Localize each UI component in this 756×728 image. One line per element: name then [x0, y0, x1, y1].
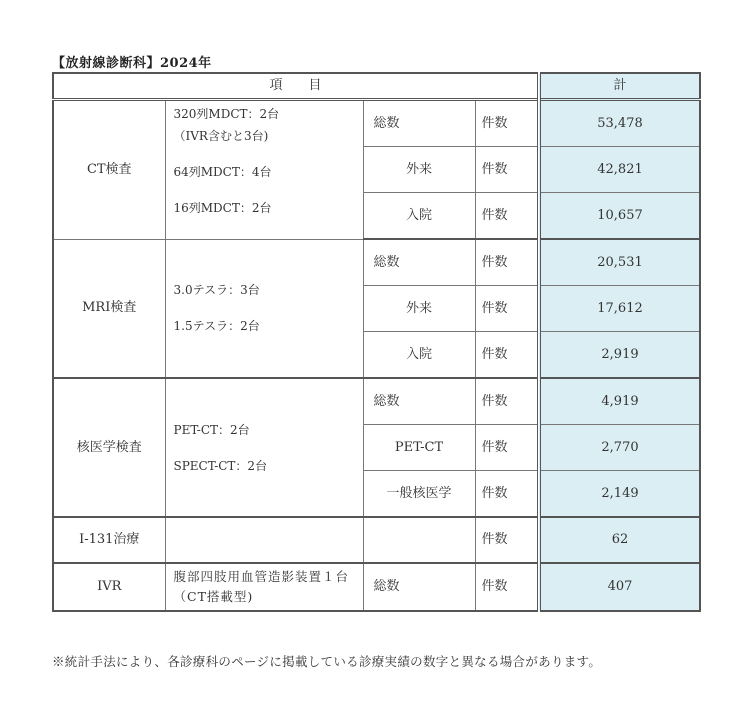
equipment-line: SPECT-CT：2台: [173, 458, 268, 473]
statistics-table: [52, 72, 701, 612]
footnote: ※統計手法により、各診療科のページに掲載している診療実績の数字と異なる場合があります。: [52, 654, 602, 669]
section-name-ivr: IVR: [53, 563, 165, 611]
row-label: 総数: [363, 100, 475, 147]
equipment-line: 3.0テスラ：3台: [173, 283, 260, 298]
section-name-i131: I-131治療: [53, 517, 165, 563]
section-name-ct: CT検査: [53, 100, 165, 240]
row-unit: 件数: [475, 332, 539, 379]
table-row: [53, 563, 700, 611]
row-label: 総数: [363, 378, 475, 425]
row-unit: 件数: [475, 563, 539, 611]
row-total: 2,149: [539, 471, 700, 518]
table-row: [53, 100, 700, 147]
row-unit: 件数: [475, 286, 539, 332]
table-row: [53, 517, 700, 563]
equipment-ct: [165, 100, 363, 240]
equipment-line: PET-CT：2台: [173, 422, 250, 437]
row-total: 10,657: [539, 193, 700, 240]
row-unit: 件数: [475, 239, 539, 286]
section-name-nuclear: 核医学検査: [53, 378, 165, 517]
row-label: 一般核医学: [363, 471, 475, 518]
row-total: 17,612: [539, 286, 700, 332]
row-label: 入院: [363, 193, 475, 240]
row-total: 2,770: [539, 425, 700, 471]
row-label: 外来: [363, 286, 475, 332]
equipment-line: 320列MDCT：2台: [173, 107, 280, 121]
row-total: 53,478: [539, 100, 700, 147]
row-label: 総数: [363, 563, 475, 611]
row-label: 総数: [363, 239, 475, 286]
equipment-line: 64列MDCT：4台: [173, 165, 272, 179]
row-label: 外来: [363, 147, 475, 193]
row-total: 42,821: [539, 147, 700, 193]
equipment-line: 16列MDCT：2台: [173, 201, 272, 215]
row-unit: 件数: [475, 425, 539, 471]
row-unit: 件数: [475, 147, 539, 193]
equipment-line: （IVR含むと3台): [173, 129, 269, 143]
row-label: [363, 517, 475, 563]
row-unit: 件数: [475, 378, 539, 425]
equipment-ivr: [165, 563, 363, 611]
table-header-row: [53, 73, 700, 100]
equipment-nuclear: [165, 378, 363, 517]
equipment-mri: [165, 239, 363, 378]
equipment-i131: [165, 517, 363, 563]
row-total: 407: [539, 563, 700, 611]
header-total: 計: [539, 73, 700, 100]
row-total: 62: [539, 517, 700, 563]
table-row: [53, 378, 700, 425]
row-total: 20,531: [539, 239, 700, 286]
row-label: 入院: [363, 332, 475, 379]
row-label: PET-CT: [363, 425, 475, 471]
row-unit: 件数: [475, 193, 539, 240]
row-total: 2,919: [539, 332, 700, 379]
row-unit: 件数: [475, 471, 539, 518]
equipment-line: 1.5テスラ：2台: [173, 319, 260, 334]
row-unit: 件数: [475, 517, 539, 563]
equipment-line: 腹部四肢用血管造影装置１台（CT搭載型): [173, 569, 350, 604]
table-row: [53, 239, 700, 286]
page-title: 【放射線診断科】2024年: [52, 56, 212, 71]
row-total: 4,919: [539, 378, 700, 425]
section-name-mri: MRI検査: [53, 239, 165, 378]
header-item: 項 目: [53, 73, 539, 100]
row-unit: 件数: [475, 100, 539, 147]
